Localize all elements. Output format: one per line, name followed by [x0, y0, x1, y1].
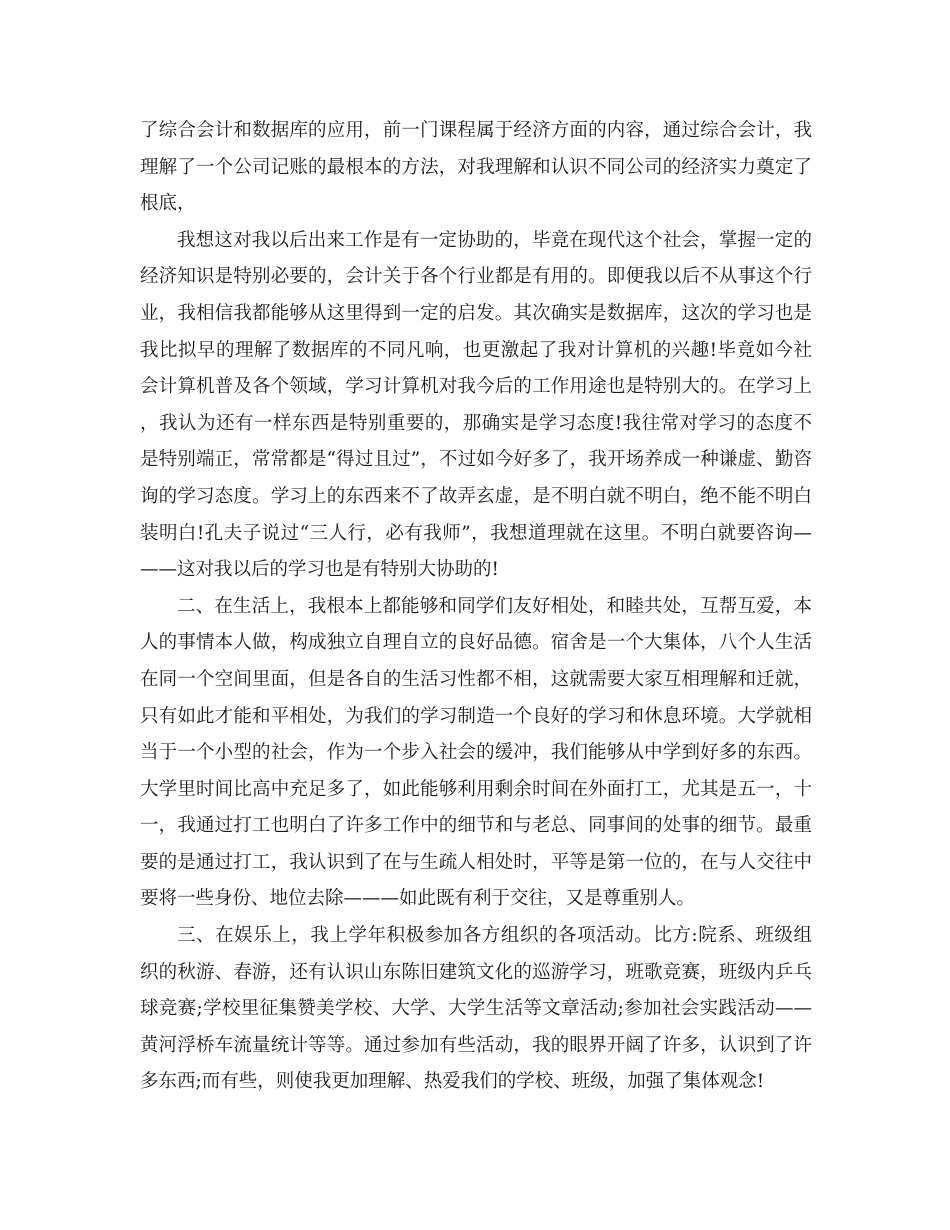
paragraph-entertainment: 三、在娱乐上，我上学年积极参加各方组织的各项活动。比方:院系、班级组织的秋游、春游，还有认识山东陈旧建筑文化的巡游学习，班歌竞赛，班级内乒乓球竞赛;学校里征集赞美学校、大学、大学生活等文章活动;参加社会实践活动——黄河浮桥车流量统计等等。通过参加有些活动，我的眼界开阔了许多，认识到了许多东西;而有些，则使我更加理解、热爱我们的学校、班级，加强了集体观念!	[140, 925, 812, 1093]
document-body	[140, 113, 812, 1101]
paragraph-study-attitude: 我想这对我以后出来工作是有一定协助的，毕竟在现代这个社会，掌握一定的经济知识是特别必要的，会计关于各个行业都是有用的。即便我以后不从事这个行业，我相信我都能够从这里得到一定的启发。其次确实是数据库，这次的学习也是我比拟早的理解了数据库的不同凡响，也更激起了我对计算机的兴趣!毕竟如今社会计算机普及各个领域，学习计算机对我今后的工作用途也是特别大的。在学习上，我认为还有一样东西是特别重要的，那确实是学习态度!我往常对学习的态度不是特别端正，常常都是“得过且过”，不过如今好多了，我开场养成一种谦虚、勤咨询的学习态度。学习上的东西来不了故弄玄虚，是不明白就不明白，绝不能不明白装明白!孔夫子说过“三人行，必有我师”，我想道理就在这里。不明白就要咨询———这对我以后的学习也是有特别大协助的!	[140, 229, 812, 581]
paragraph-life: 二、在生活上，我根本上都能够和同学们友好相处，和睦共处，互帮互爱，本人的事情本人做，构成独立自理自立的良好品德。宿舍是一个大集体，八个人生活在同一个空间里面，但是各自的生活习性都不相，这就需要大家互相理解和迁就，只有如此才能和平相处，为我们的学习制造一个良好的学习和休息环境。大学就相当于一个小型的社会，作为一个步入社会的缓冲，我们能够从中学到好多的东西。大学里时间比高中充足多了，如此能够利用剩余时间在外面打工，尤其是五一，十一，我通过打工也明白了许多工作中的细节和与老总、同事间的处事的细节。最重要的是通过打工，我认识到了在与生疏人相处时，平等是第一位的，在与人交往中要将一些身份、地位去除———如此既有利于交往，又是尊重别人。	[140, 595, 812, 910]
paragraph-continuation: 了综合会计和数据库的应用，前一门课程属于经济方面的内容，通过综合会计，我理解了一个公司记账的最根本的方法，对我理解和认识不同公司的经济实力奠定了根底，	[140, 120, 812, 215]
